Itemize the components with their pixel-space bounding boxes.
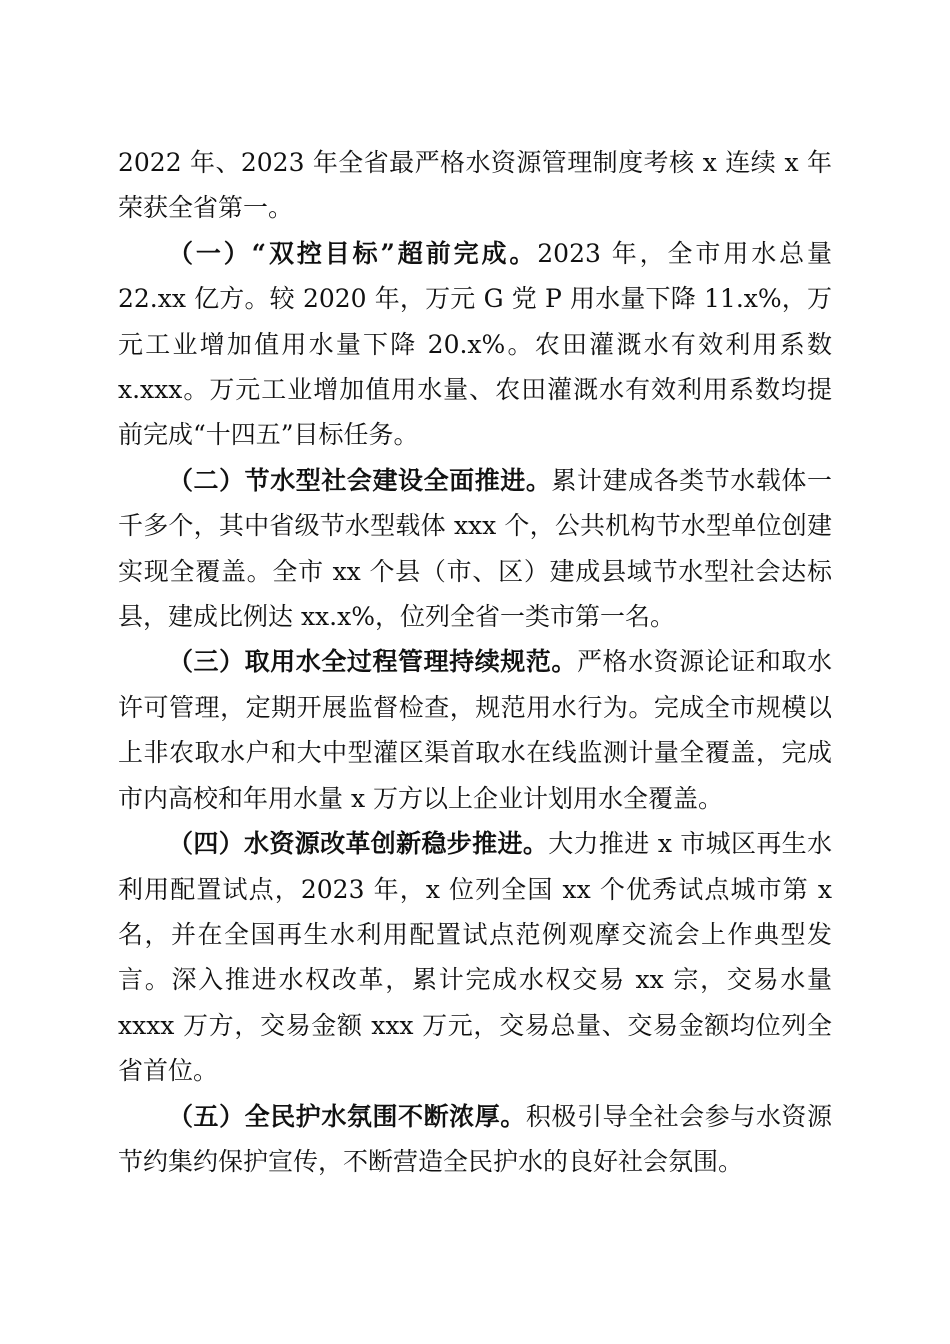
section-heading-4: （四）水资源改革创新稳步推进。 [168,829,549,859]
section-paragraph-5 [118,1094,832,1185]
section-body-3: 严格水资源论证和取水许可管理，定期开展监督检查，规范用水行为。完成全市规模以上非农取水户和大中型灌区渠首取水在线监测计量全覆盖，完成市内高校和年用水量 x 万方以上企业计划用水全覆盖。 [118,647,832,813]
section-paragraph-1 [118,231,832,458]
intro-paragraph: 2022 年、2023 年全省最严格水资源管理制度考核 x 连续 x 年荣获全省第一。 [118,148,832,223]
section-body-2: 累计建成各类节水载体一千多个，其中省级节水型载体 xxx 个，公共机构节水型单位创建实现全覆盖。全市 xx 个县（市、区）建成县域节水型社会达标县，建成比例达 xx.x%，位列全省一类市第一名。 [118,465,832,632]
section-paragraph-2 [118,458,832,640]
section-heading-5: （五）全民护水氛围不断浓厚。 [168,1101,526,1131]
section-heading-3: （三）取用水全过程管理持续规范。 [168,647,577,677]
document-page [118,140,832,1184]
section-heading-1: （一）“双控目标”超前完成。 [168,238,538,268]
section-body-1: 2023 年，全市用水总量 22.xx 亿方。较 2020 年，万元 G 党 P 用水量下降 11.x%，万元工业增加值用水量下降 20.x%。农田灌溉水有效利用系数 x.xxx。万元工业增加值用水量、农田灌溉水有效利用系数均提前完成“十四五”目标任务。 [118,238,832,450]
section-body-5: 积极引导全社会参与水资源节约集约保护宣传，不断营造全民护水的良好社会氛围。 [118,1101,832,1176]
section-heading-2: （二）节水型社会建设全面推进。 [168,465,552,495]
section-paragraph-4 [118,821,832,1093]
section-paragraph-3 [118,639,832,821]
section-body-4: 大力推进 x 市城区再生水利用配置试点，2023 年，x 位列全国 xx 个优秀试点城市第 x 名，并在全国再生水利用配置试点范例观摩交流会上作典型发言。深入推进水权改革，累计完成水权交易 xx 宗，交易水量 xxxx 万方，交易金额 xxx 万元，交易总量、交易金额均位列全省首位。 [118,829,832,1086]
